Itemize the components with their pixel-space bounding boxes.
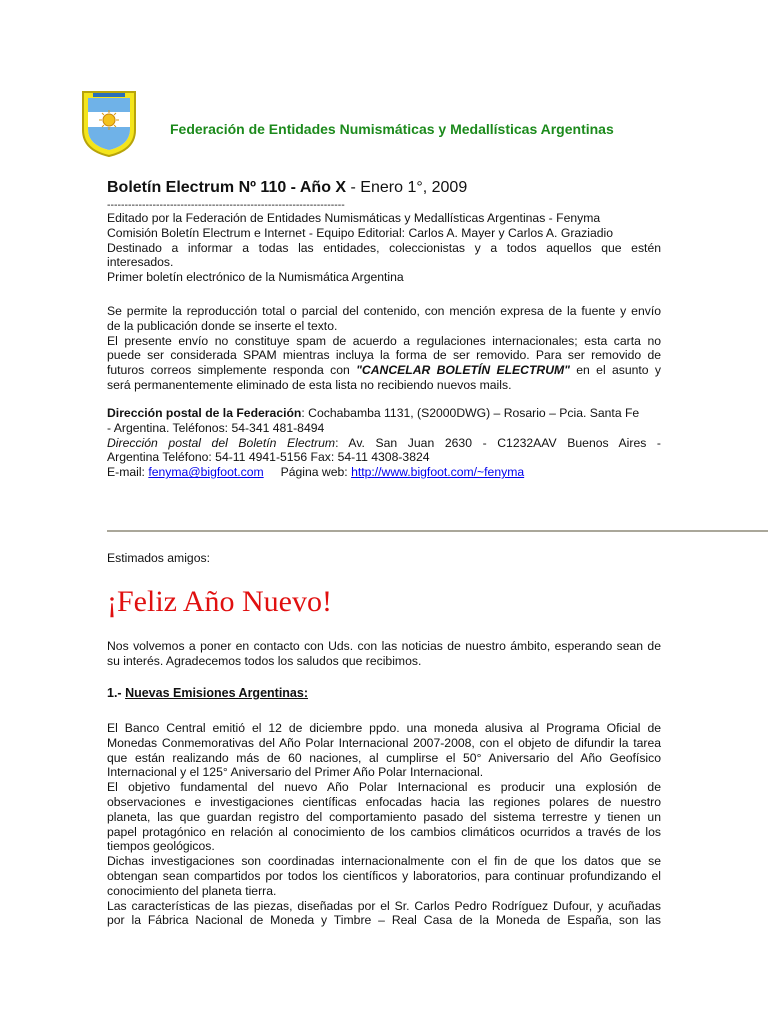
bulletin-number: Boletín Electrum Nº 110 - Año X: [107, 179, 347, 196]
legal-line: [107, 363, 661, 378]
body-line: por la Fábrica Nacional de Moneda y Timbre – Real Casa de la Moneda de España, son las: [107, 913, 661, 928]
web-link[interactable]: http://www.bigfoot.com/~fenyma: [351, 465, 525, 480]
body-line: tiempos geológicos.: [107, 839, 215, 854]
intro-block: [107, 639, 661, 669]
legal-text: en el asunto y: [569, 363, 661, 378]
shield-emblem-icon: [81, 90, 137, 158]
editorial-line: Destinado a informar a todas las entidades, coleccionistas y a todos aquellos que estén: [107, 240, 661, 255]
body-line: El Banco Central emitió el 12 de diciembre ppdo. una moneda alusiva al Programa Oficial de: [107, 721, 661, 735]
electrum-line: Argentina Teléfono: 54-11 4941-5156 Fax: 54-11 4308-3824: [107, 450, 430, 465]
separator-line: --------------------------------------------------------------------: [107, 199, 345, 211]
postal-value: : Cochabamba 1131, (S2000DWG) – Rosario – Pcia. Santa Fe: [301, 406, 640, 420]
contact-links: [107, 465, 661, 480]
body-line: Internacional y el 125° Aniversario del Primer Año Polar Internacional.: [107, 765, 484, 780]
legal-line: Se permite la reproducción total o parcial del contenido, con mención expresa de la fuente y envío: [107, 304, 661, 318]
legal-line: será permanentemente eliminado de esta lista no recibiendo nuevos mails.: [107, 377, 512, 392]
postal-line: - Argentina. Teléfonos: 54-341 481-8494: [107, 420, 325, 435]
editorial-line: Primer boletín electrónico de la Numismática Argentina: [107, 270, 404, 285]
email-link[interactable]: fenyma@bigfoot.com: [148, 465, 264, 480]
body-line: obtengan sean compartidos por todos los científicos y laboratorios, para continuar profundizando el: [107, 868, 661, 883]
postal-label: Dirección postal de la Federación: [107, 406, 302, 420]
legal-block: [107, 304, 661, 393]
body-line: El objetivo fundamental del nuevo Año Polar Internacional es producir una explosión de: [107, 780, 661, 795]
legal-text: futuros correos simplemente responda con: [107, 363, 357, 378]
body-line: que están realizando más de 60 naciones, al cumplirse el 50° Aniversario del Año Geofísico: [107, 750, 661, 765]
body-line: Dichas investigaciones son coordinadas internacionalmente con el fin de que los datos que se: [107, 854, 661, 869]
legal-line: de la publicación donde se inserte el texto.: [107, 318, 338, 333]
editorial-line: Comisión Boletín Electrum e Internet - Equipo Editorial: Carlos A. Mayer y Carlos A. Graziadio: [107, 225, 613, 240]
section-body: [107, 721, 661, 928]
section-title: Nuevas Emisiones Argentinas:: [125, 686, 308, 700]
web-label: Página web:: [280, 465, 352, 480]
bulletin-title: [107, 179, 467, 197]
headline: ¡Feliz Año Nuevo!: [107, 585, 332, 618]
electrum-label: Dirección postal del Boletín Electrum: [107, 435, 336, 450]
electrum-line: [107, 436, 661, 451]
federation-logo: [81, 90, 137, 158]
federation-title: Federación de Entidades Numismáticas y Medallísticas Argentinas: [170, 121, 614, 137]
body-line: planeta, las que guardan registro del comportamiento pasado del sistema terrestre y tienen un: [107, 809, 661, 824]
email-label: E-mail:: [107, 465, 149, 480]
contact-block: [107, 406, 661, 480]
body-line: observaciones e investigaciones científicas enfocadas hacia las regiones polares de nuestro: [107, 794, 661, 809]
intro-line: Nos volvemos a poner en contacto con Uds. con las noticias de nuestro ámbito, esperando sean de: [107, 639, 661, 653]
legal-line: puede ser considerada SPAM mientras incluya la forma de ser removido. Para ser removido de: [107, 348, 661, 363]
section-heading: [107, 686, 308, 700]
legal-line: El presente envío no constituye spam de acuerdo a regulaciones internacionales; esta carta no: [107, 333, 661, 348]
bulletin-date: - Enero 1°, 2009: [346, 179, 468, 196]
editorial-block: [107, 199, 661, 285]
intro-line: su interés. Agradecemos todos los saludos que recibimos.: [107, 653, 422, 668]
body-line: conocimiento del planeta tierra.: [107, 883, 277, 898]
body-line: Las características de las piezas, diseñadas por el Sr. Carlos Pedro Rodríguez Dufour, y acuñadas: [107, 898, 661, 913]
body-line: papel protagónico en relación al conocimiento de los cambios climáticos ocurridos a través de los: [107, 824, 661, 839]
section-number: 1.-: [107, 686, 126, 700]
electrum-value: : Av. San Juan 2630 - C1232AAV Buenos Aires -: [335, 435, 661, 450]
editorial-line: Editado por la Federación de Entidades Numismáticas y Medallísticas Argentinas - Fenyma: [107, 211, 601, 225]
greeting: Estimados amigos:: [107, 551, 210, 565]
divider: [107, 530, 768, 532]
body-line: Monedas Conmemorativas del Año Polar Internacional 2007-2008, con el objeto de difundir la tarea: [107, 735, 661, 750]
editorial-line: interesados.: [107, 255, 174, 270]
cancel-quote: "CANCELAR BOLETÍN ELECTRUM": [356, 363, 570, 378]
postal-line: [107, 406, 661, 421]
